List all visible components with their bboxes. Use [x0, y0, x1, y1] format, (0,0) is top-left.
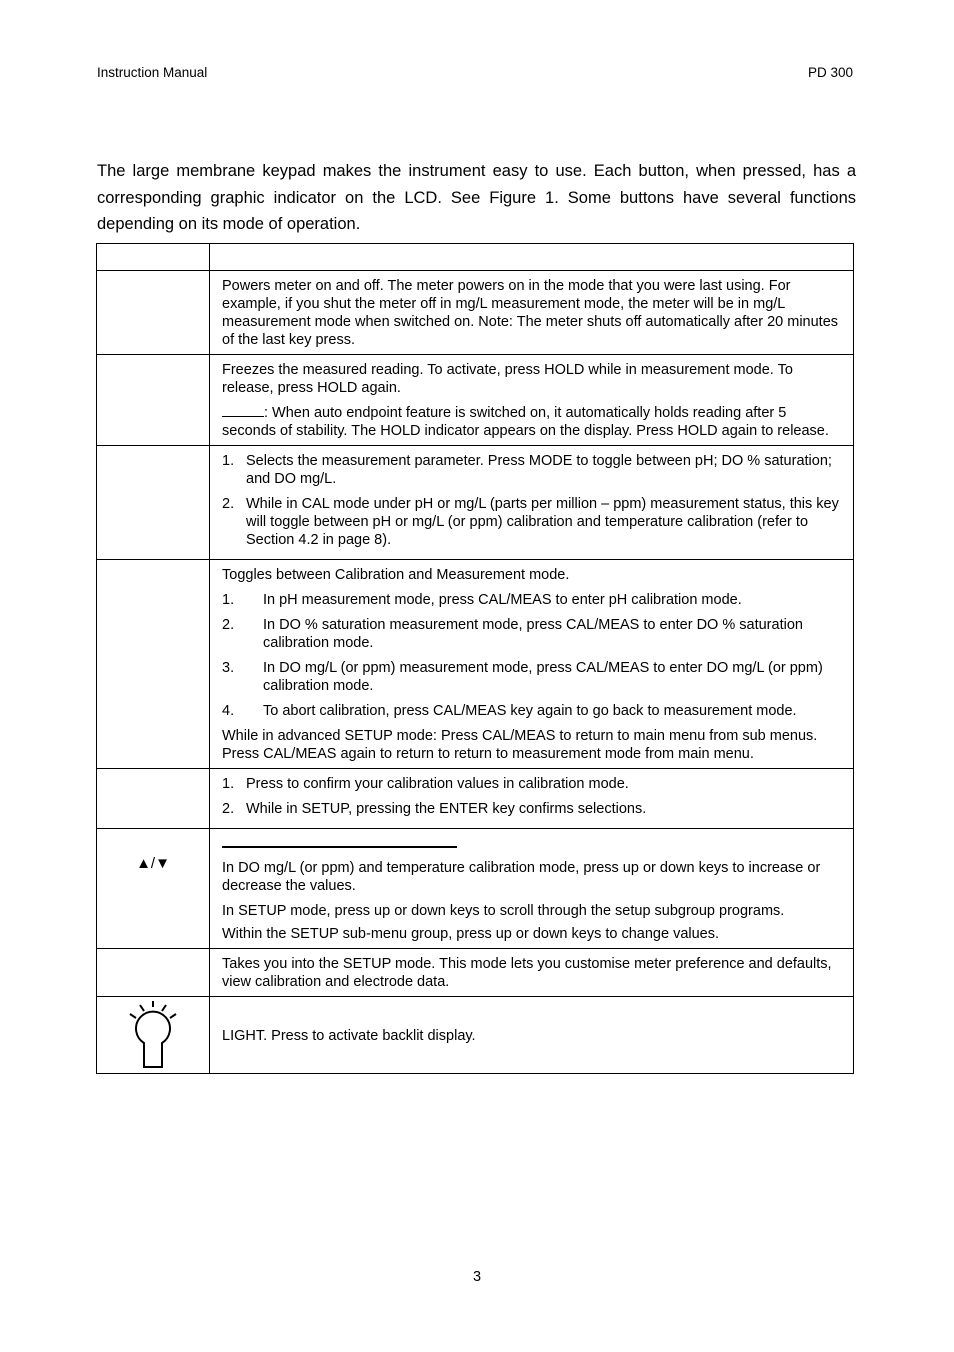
table-row-enter [97, 769, 854, 829]
desc-cell-calmeas [210, 560, 854, 769]
calmeas-list [222, 591, 843, 720]
list-item-number: 1. [222, 776, 235, 792]
enter-list [222, 775, 843, 818]
header-right: PD 300 [807, 65, 853, 80]
list-item [222, 775, 843, 793]
key-cell-enter [97, 769, 210, 829]
desc-cell-setup [210, 949, 854, 997]
list-item [222, 616, 843, 652]
heading-rule [222, 846, 457, 848]
list-item-text: In pH measurement mode, press CAL/MEAS to enter pH calibration mode. [263, 592, 742, 608]
list-item-text: In DO mg/L (or ppm) measurement mode, press CAL/MEAS to enter DO mg/L (or ppm) calibration mode. [263, 660, 823, 694]
header-desc-cell [210, 244, 854, 271]
key-cell-power [97, 271, 210, 355]
hold-desc-1: Freezes the measured reading. To activate, press HOLD while in measurement mode. To release, press HOLD again. [222, 362, 793, 396]
list-item-number: 2. [222, 801, 235, 817]
table-header-row [97, 244, 854, 271]
up-down-arrows-icon: ▲/▼ [136, 855, 170, 872]
list-item [222, 800, 843, 818]
header-key-cell [97, 244, 210, 271]
desc-cell-mode [210, 446, 854, 560]
updown-desc-2: In SETUP mode, press up or down keys to scroll through the setup subgroup programs. [222, 903, 785, 919]
table-row-hold [97, 355, 854, 446]
list-item-text: While in SETUP, pressing the ENTER key confirms selections. [246, 801, 647, 817]
list-item-text: In DO % saturation measurement mode, press CAL/MEAS to enter DO % saturation calibration mode. [263, 617, 803, 651]
light-desc: LIGHT. Press to activate backlit display. [222, 1027, 476, 1044]
light-bulb-icon [123, 997, 183, 1069]
blank-underline [222, 416, 264, 417]
table-row-mode [97, 446, 854, 560]
list-item-number: 1. [222, 592, 235, 608]
hold-desc-2 [222, 404, 843, 440]
list-item-text: To abort calibration, press CAL/MEAS key again to go back to measurement mode. [263, 703, 797, 719]
list-item-text: While in CAL mode under pH or mg/L (parts per million – ppm) measurement status, this key will toggle between pH or mg/L (or ppm) calibration and temperature calibration (refer to Section 4.2 in page 8). [246, 496, 839, 548]
key-cell-calmeas [97, 560, 210, 769]
list-item [222, 495, 843, 549]
list-item [222, 659, 843, 695]
key-cell-updown [97, 829, 210, 949]
list-item-text: Press to confirm your calibration values in calibration mode. [246, 776, 629, 792]
desc-cell-updown [210, 829, 854, 949]
table-row-light [97, 997, 854, 1074]
desc-cell-light [210, 997, 854, 1074]
list-item-number: 4. [222, 703, 235, 719]
key-cell-mode [97, 446, 210, 560]
mode-list [222, 452, 843, 549]
calmeas-outro: While in advanced SETUP mode: Press CAL/MEAS to return to main menu from sub menus. Press CAL/MEAS again to return to return to measurement mode from main menu. [222, 728, 818, 762]
table-row-calmeas [97, 560, 854, 769]
table-row-updown [97, 829, 854, 949]
power-desc: Powers meter on and off. The meter powers on in the mode that you were last using. For example, if you shut the meter off in mg/L measurement mode, the meter will be in mg/L measurement mode when switched on. Note: The meter shuts off automatically after 20 minutes of the last key press. [222, 278, 839, 348]
key-cell-hold [97, 355, 210, 446]
list-item-number: 2. [222, 496, 235, 512]
list-item-number: 3. [222, 660, 235, 676]
hold-desc-2-text: : When auto endpoint feature is switched on, it automatically holds reading after 5 seconds of stability. The HOLD indicator appears on the display. Press HOLD again to release. [222, 405, 829, 439]
intro-paragraph: The large membrane keypad makes the instrument easy to use. Each button, when pressed, has a corresponding graphic indicator on the LCD. See Figure 1. Some buttons have several functions depending on its mode of operation. [97, 162, 856, 233]
setup-desc: Takes you into the SETUP mode. This mode lets you customise meter preference and defaults, view calibration and electrode data. [222, 956, 832, 990]
list-item-number: 1. [222, 453, 235, 469]
list-item [222, 591, 843, 609]
desc-cell-power [210, 271, 854, 355]
page-number: 3 [472, 1269, 482, 1285]
table-row-setup [97, 949, 854, 997]
key-cell-setup [97, 949, 210, 997]
list-item [222, 452, 843, 488]
key-cell-light [97, 997, 210, 1074]
updown-desc-1: In DO mg/L (or ppm) and temperature calibration mode, press up or down keys to increase or decrease the values. [222, 860, 821, 894]
desc-cell-hold [210, 355, 854, 446]
table-row-power [97, 271, 854, 355]
keypad-table [96, 243, 854, 1074]
list-item [222, 702, 843, 720]
list-item-number: 2. [222, 617, 235, 633]
header-left: Instruction Manual [97, 65, 208, 80]
list-item-text: Selects the measurement parameter. Press MODE to toggle between pH; DO % saturation; and DO mg/L. [246, 453, 832, 487]
updown-desc-3: Within the SETUP sub-menu group, press up or down keys to change values. [222, 926, 720, 942]
desc-cell-enter [210, 769, 854, 829]
calmeas-intro: Toggles between Calibration and Measurement mode. [222, 567, 570, 583]
